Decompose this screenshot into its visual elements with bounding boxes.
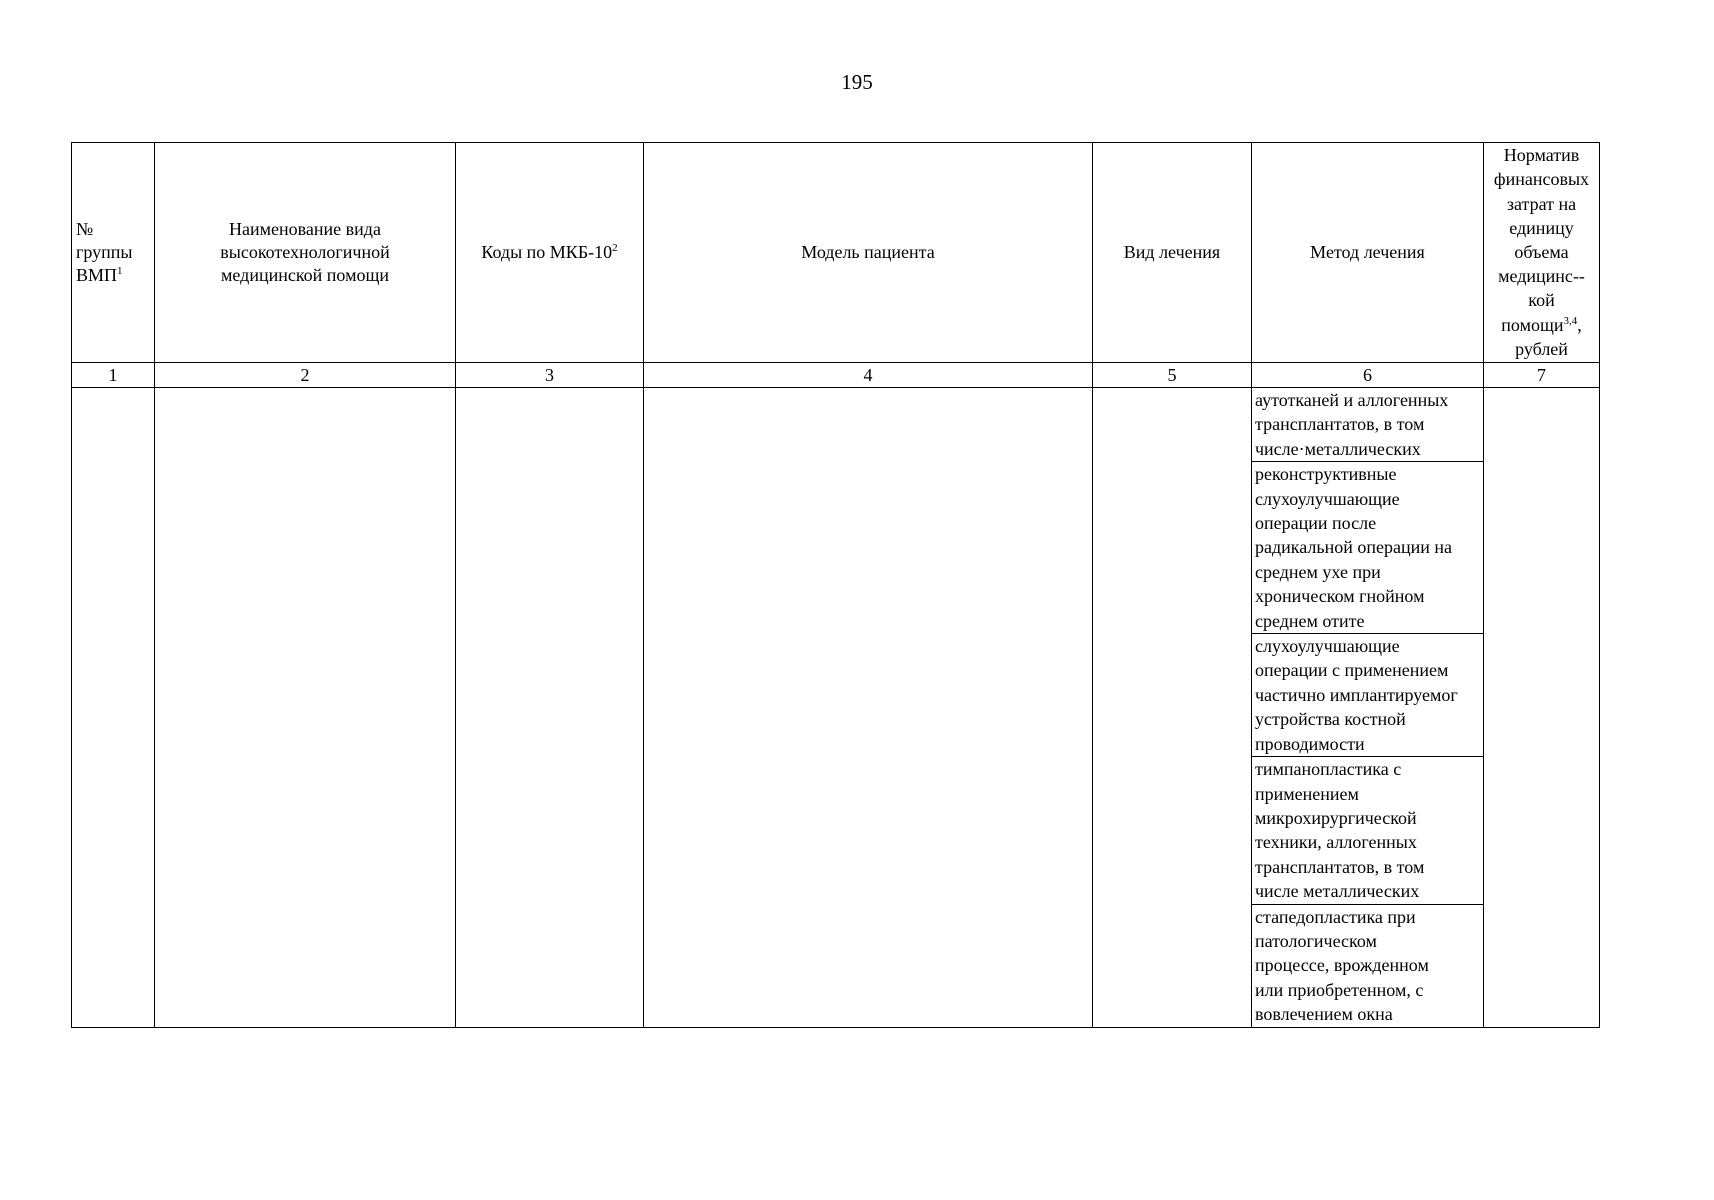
treatment-method-line: патологическом xyxy=(1255,930,1377,951)
cell-group-number xyxy=(72,388,155,1028)
header-col7-footnote: 3,4 xyxy=(1563,314,1578,327)
treatment-method-line: трансплантатов, в том xyxy=(1255,414,1425,435)
header-col7-line: рублей xyxy=(1515,338,1568,359)
header-treatment-method: Метод лечения xyxy=(1252,143,1484,363)
header-col7-comma: , xyxy=(1577,314,1582,335)
header-col7-line: затрат на xyxy=(1506,193,1577,214)
header-col7-line: кой xyxy=(1528,290,1555,311)
header-col3-footnote: 2 xyxy=(612,242,618,254)
header-col7-line: помощи xyxy=(1501,314,1564,335)
treatment-method-line: трансплантатов, в том xyxy=(1255,856,1425,877)
column-number: 6 xyxy=(1252,363,1484,388)
header-col3-text: Коды по МКБ-10 xyxy=(481,242,613,262)
cell-patient-model xyxy=(644,388,1093,1028)
treatment-method-line: хроническом гнойном xyxy=(1255,586,1425,607)
treatment-method-entry xyxy=(1252,388,1483,462)
header-col2-line1: Наименование вида xyxy=(229,219,381,239)
column-number: 3 xyxy=(456,363,644,388)
header-group-number xyxy=(72,143,155,363)
treatment-method-line: или приобретенном, с xyxy=(1255,979,1424,1000)
header-col1-line2: группы xyxy=(76,242,133,262)
header-col2-line2: высокотехнологичной xyxy=(220,242,390,262)
header-icd-codes xyxy=(456,143,644,363)
treatment-method-line: вовлечением окна xyxy=(1255,1004,1393,1025)
treatment-method-line: числе металлических xyxy=(1255,881,1420,902)
header-row xyxy=(72,143,1600,363)
treatment-method-line: операции с применением xyxy=(1255,660,1449,681)
cell-icd-codes xyxy=(456,388,644,1028)
treatment-method-line: радикальной операции на xyxy=(1255,537,1452,558)
treatment-method-line: слухоулучшающие xyxy=(1255,636,1400,657)
body-row xyxy=(72,388,1600,1028)
treatment-method-line: частично имплантируемог xyxy=(1255,684,1458,705)
header-col2-line3: медицинской помощи xyxy=(221,265,389,285)
treatment-method-line: тимпанопластика с xyxy=(1255,759,1402,780)
treatment-method-line: применением xyxy=(1255,783,1359,804)
header-col7-line: Норматив xyxy=(1503,145,1580,166)
column-number: 7 xyxy=(1484,363,1600,388)
treatment-method-line: техники, аллогенных xyxy=(1255,832,1417,853)
header-col7-line: финансовых xyxy=(1493,169,1590,190)
cell-treatment-methods xyxy=(1252,388,1484,1028)
header-treatment-type: Вид лечения xyxy=(1093,143,1252,363)
column-number: 4 xyxy=(644,363,1093,388)
treatment-method-line: операции после xyxy=(1255,513,1377,534)
header-care-type-name xyxy=(155,143,456,363)
header-col7-line: единицу xyxy=(1509,217,1574,238)
header-cost-standard xyxy=(1484,143,1600,363)
treatment-methods-list xyxy=(1252,388,1483,1027)
column-number: 5 xyxy=(1093,363,1252,388)
treatment-method-entry xyxy=(1252,462,1483,634)
treatment-method-entry xyxy=(1252,905,1483,1027)
header-col1-line3: ВМП xyxy=(76,265,118,285)
treatment-method-entry xyxy=(1252,634,1483,757)
cell-treatment-type xyxy=(1093,388,1252,1028)
header-patient-model: Модель пациента xyxy=(644,143,1093,363)
header-col1-footnote: 1 xyxy=(117,265,123,277)
column-number-row xyxy=(72,363,1600,388)
treatment-method-line: проводимости xyxy=(1255,733,1365,754)
column-number: 1 xyxy=(72,363,155,388)
treatment-method-line: слухоулучшающие xyxy=(1255,488,1400,509)
treatment-method-line: числе·металлических xyxy=(1255,438,1421,459)
treatment-method-line: стапедопластика при xyxy=(1255,906,1416,927)
cell-care-type-name xyxy=(155,388,456,1028)
cell-cost-standard xyxy=(1484,388,1600,1028)
treatment-method-line: устройства костной xyxy=(1255,709,1406,730)
treatment-method-line: среднем ухе при xyxy=(1255,561,1381,582)
header-col7-line: медицинс-- xyxy=(1498,266,1585,287)
header-col1-line1: № xyxy=(76,219,94,239)
treatment-method-line: реконструктивные xyxy=(1255,464,1397,485)
header-col7-line: объема xyxy=(1514,241,1569,262)
page-number: 195 xyxy=(841,70,873,94)
vmp-table xyxy=(71,142,1600,1028)
column-number: 2 xyxy=(155,363,456,388)
treatment-method-line: микрохирургической xyxy=(1255,807,1417,828)
treatment-method-line: процессе, врожденном xyxy=(1255,955,1429,976)
treatment-method-entry xyxy=(1252,757,1483,904)
treatment-method-line: среднем отите xyxy=(1255,610,1365,631)
treatment-method-line: аутотканей и аллогенных xyxy=(1255,390,1449,410)
